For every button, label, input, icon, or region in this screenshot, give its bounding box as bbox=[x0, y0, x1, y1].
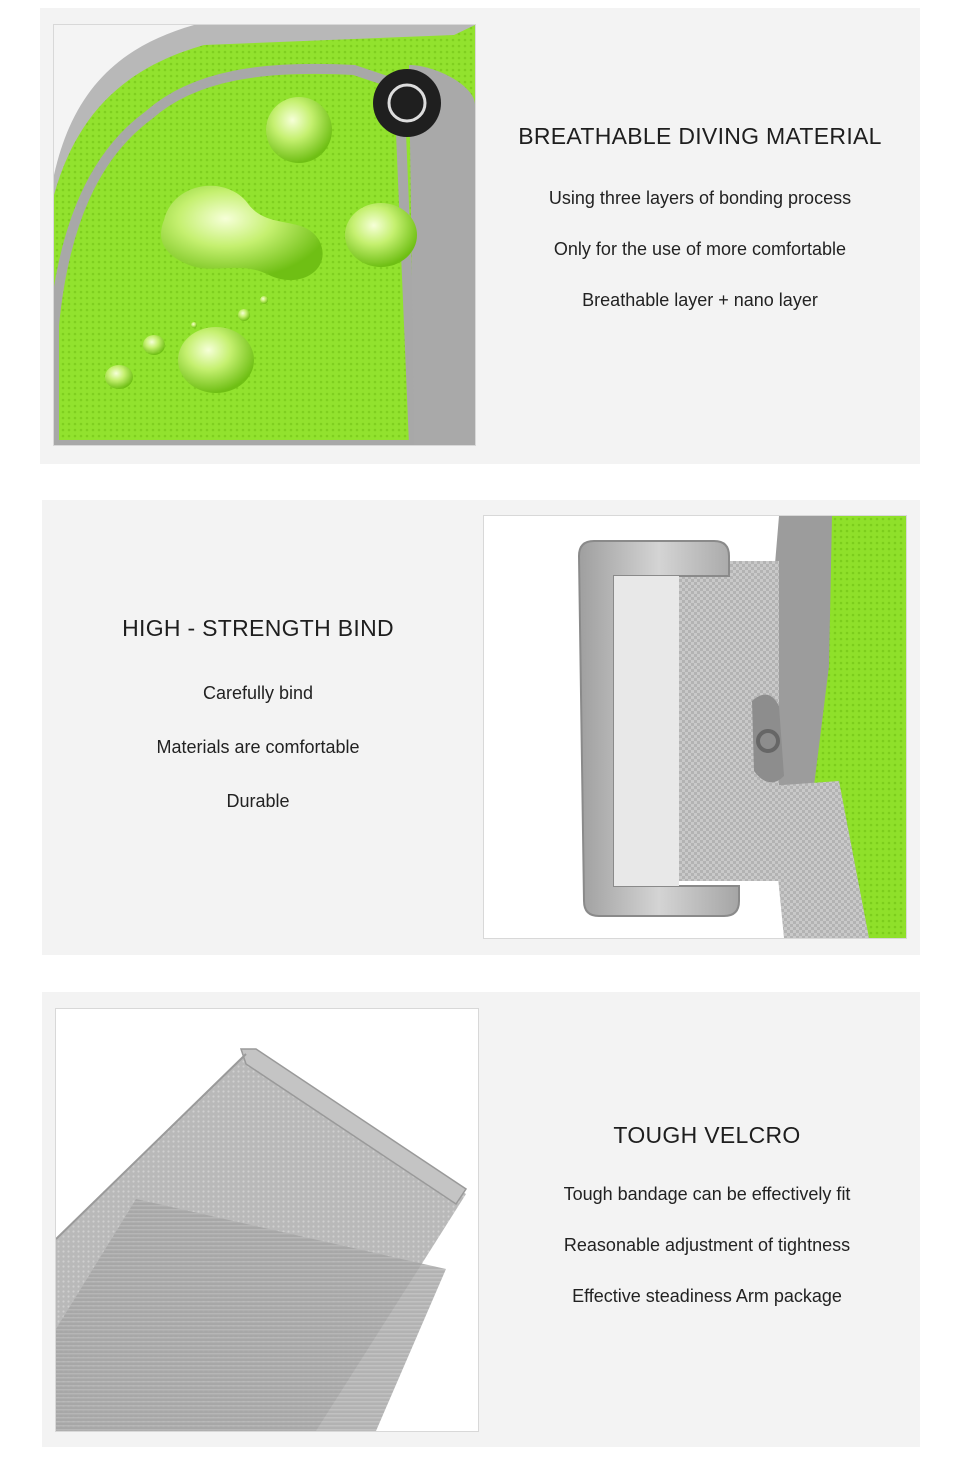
section-heading: TOUGH VELCRO bbox=[613, 1122, 801, 1148]
velcro-text-block bbox=[512, 1122, 902, 1337]
feature-line: Only for the use of more comfortable bbox=[553, 239, 847, 259]
buckle-strap-photo bbox=[483, 515, 907, 939]
section-heading: BREATHABLE DIVING MATERIAL bbox=[518, 123, 882, 149]
feature-line: Using three layers of bonding process bbox=[548, 188, 852, 208]
feature-line: Carefully bind bbox=[202, 683, 314, 703]
feature-line: Reasonable adjustment of tightness bbox=[563, 1235, 851, 1255]
velcro-strap-photo bbox=[55, 1008, 479, 1432]
section-heading: HIGH - STRENGTH BIND bbox=[122, 615, 394, 641]
feature-line: Materials are comfortable bbox=[156, 737, 360, 757]
feature-line: Tough bandage can be effectively fit bbox=[563, 1184, 851, 1204]
feature-panel-breathable bbox=[40, 8, 920, 464]
feature-line: Breathable layer + nano layer bbox=[582, 290, 818, 310]
feature-line: Durable bbox=[226, 791, 290, 811]
bind-text-block bbox=[72, 615, 444, 845]
feature-panel-bind bbox=[42, 500, 920, 955]
breathable-text-block bbox=[500, 123, 900, 341]
buckle-and-strap-image bbox=[484, 516, 906, 938]
breathable-fabric-photo bbox=[53, 24, 476, 446]
feature-panel-velcro bbox=[42, 992, 920, 1447]
velcro-strap-image bbox=[56, 1009, 478, 1431]
water-droplets-on-fabric-image bbox=[54, 25, 475, 445]
feature-line: Effective steadiness Arm package bbox=[572, 1286, 842, 1306]
